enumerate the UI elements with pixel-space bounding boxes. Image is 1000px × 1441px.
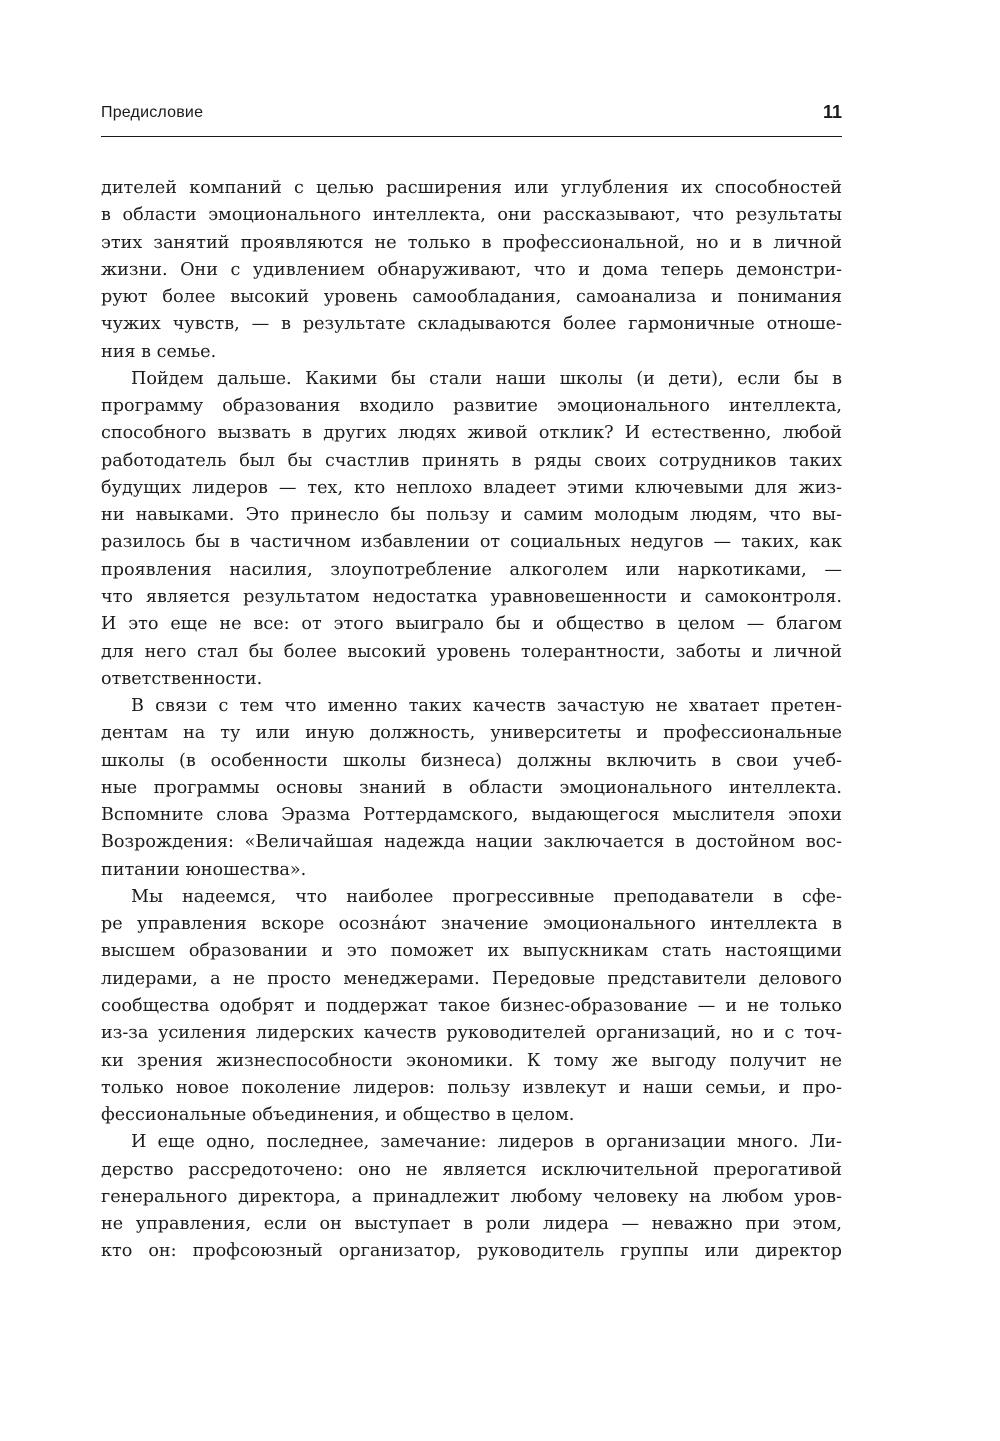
text-line: школы (в особенности школы бизнеса) должны включить в свои учеб- bbox=[101, 750, 842, 771]
text-line: проявления насилия, злоупотребление алкоголем или наркотиками, — bbox=[101, 559, 842, 580]
text-line: руют более высокий уровень самообладания, самоанализа и понимания bbox=[101, 287, 842, 308]
text-line: для него стал бы более высокий уровень толерантности, заботы и личной bbox=[101, 641, 842, 662]
text-line: этих занятий проявляются не только в профессиональной, но и в личной bbox=[101, 232, 842, 253]
text-line: ни навыками. Это принесло бы пользу и самим молодым людям, что вы- bbox=[101, 505, 842, 526]
text-line: Пойдем дальше. Какими бы стали наши школы (и дети), если бы в bbox=[131, 368, 842, 389]
text-line: чужих чувств, — в результате складываются более гармоничные отноше- bbox=[101, 314, 842, 335]
text-line: разилось бы в частичном избавлении от социальных недугов — таких, как bbox=[101, 532, 842, 553]
paragraph bbox=[101, 1129, 842, 1265]
header-rule bbox=[101, 136, 842, 137]
text-line: Мы надеемся, что наиболее прогрессивные преподаватели в сфе- bbox=[131, 886, 842, 907]
text-line: будущих лидеров — тех, кто неплохо владеет этими ключевыми для жиз- bbox=[101, 477, 842, 498]
text-line: ки зрения жизнеспособности экономики. К тому же выгоду получит не bbox=[101, 1050, 842, 1071]
text-line: фессиональные объединения, и общество в целом. bbox=[101, 1105, 575, 1126]
paragraph bbox=[101, 884, 842, 1129]
section-title: Предисловие bbox=[101, 104, 204, 121]
text-line: не управления, если он выступает в роли лидера — неважно при этом, bbox=[101, 1214, 842, 1235]
text-line: В связи с тем что именно таких качеств зачастую не хватает претен- bbox=[131, 696, 842, 717]
paragraph bbox=[101, 175, 842, 366]
page-number: 11 bbox=[822, 102, 842, 122]
text-line: сообщества одобрят и поддержат такое бизнес-образование — и не только bbox=[101, 995, 842, 1016]
text-line: дерство рассредоточено: оно не является исключительной прерогативой bbox=[101, 1159, 842, 1180]
text-line: Возрождения: «Величайшая надежда нации заключается в достойном вос- bbox=[101, 832, 842, 853]
text-line: в области эмоционального интеллекта, они рассказывают, что результаты bbox=[101, 205, 842, 226]
paragraph bbox=[101, 366, 842, 693]
book-page bbox=[101, 0, 842, 1441]
text-line: питании юношества». bbox=[101, 859, 307, 880]
text-line: ре управления вскоре осознáют значение эмоционального интеллекта в bbox=[101, 914, 842, 935]
text-line: дентам на ту или иную должность, университеты и профессиональные bbox=[101, 723, 842, 744]
text-line: дителей компаний с целью расширения или углубления их способностей bbox=[101, 178, 842, 198]
text-line: И еще одно, последнее, замечание: лидеров в организации много. Ли- bbox=[131, 1132, 842, 1153]
text-line: генерального директора, а принадлежит любому человеку на любом уров- bbox=[101, 1186, 842, 1207]
text-line: лидерами, а не просто менеджерами. Передовые представители делового bbox=[101, 968, 842, 989]
text-line: И это еще не все: от этого выиграло бы и общество в целом — благом bbox=[101, 614, 842, 635]
text-line: ответственности. bbox=[101, 668, 263, 689]
text-line: из-за усиления лидерских качеств руководителей организаций, но и с точ- bbox=[101, 1023, 842, 1044]
text-line: только новое поколение лидеров: пользу извлекут и наши семьи, и про- bbox=[101, 1077, 842, 1098]
text-line: кто он: профсоюзный организатор, руководитель группы или директор bbox=[101, 1241, 842, 1262]
text-line: Вспомните слова Эразма Роттердамского, выдающегося мыслителя эпохи bbox=[101, 805, 842, 826]
text-line: ные программы основы знаний в области эмоционального интеллекта. bbox=[101, 777, 842, 798]
running-header bbox=[101, 100, 842, 128]
paragraph bbox=[101, 693, 842, 884]
text-line: программу образования входило развитие эмоционального интеллекта, bbox=[101, 396, 842, 417]
text-line: высшем образовании и это поможет их выпускникам стать настоящими bbox=[101, 941, 842, 962]
text-line: способного вызвать в других людях живой отклик? И естественно, любой bbox=[101, 423, 842, 444]
text-line: работодатель был бы счастлив принять в ряды своих сотрудников таких bbox=[101, 450, 842, 471]
text-line: ния в семье. bbox=[101, 341, 217, 362]
text-line: жизни. Они с удивлением обнаруживают, что и дома теперь демонстри- bbox=[101, 259, 842, 280]
text-line: что является результатом недостатка уравновешенности и самоконтроля. bbox=[101, 586, 842, 607]
body-text bbox=[101, 175, 842, 1266]
